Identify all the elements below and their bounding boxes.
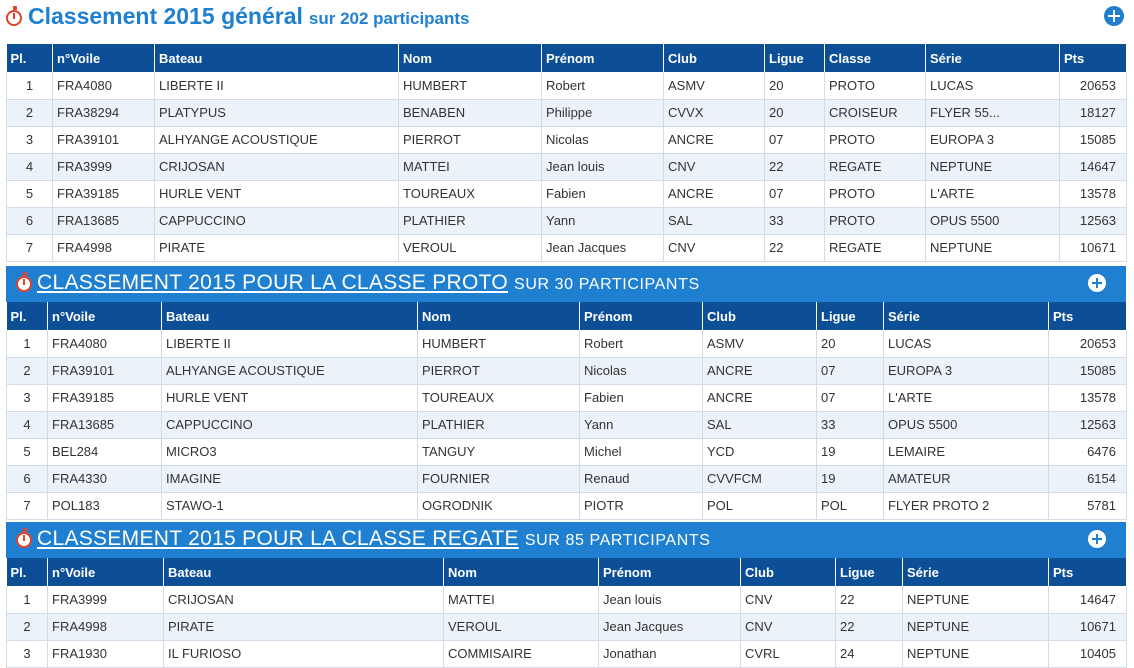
table-row[interactable] (7, 234, 1127, 261)
cell-sail-number: FRA1930 (48, 640, 164, 667)
cell-club: POL (703, 492, 817, 519)
cell-boat: HURLE VENT (155, 180, 399, 207)
column-header-sail-number[interactable]: n°Voile (48, 302, 162, 330)
cell-club: CVRL (741, 640, 836, 667)
cell-series: EUROPA 3 (884, 357, 1049, 384)
column-header-class[interactable]: Classe (825, 44, 926, 72)
cell-points: 6154 (1049, 465, 1127, 492)
cell-club: CVVX (664, 99, 765, 126)
cell-last-name: MATTEI (444, 586, 599, 613)
column-header-club[interactable]: Club (664, 44, 765, 72)
expand-plus-icon[interactable] (1088, 274, 1106, 292)
cell-league: 22 (836, 586, 903, 613)
cell-sail-number: FRA3999 (53, 153, 155, 180)
cell-league: 24 (836, 640, 903, 667)
table-row[interactable] (7, 153, 1127, 180)
cell-last-name: COMMISAIRE (444, 640, 599, 667)
table-row[interactable] (7, 180, 1127, 207)
cell-club: CNV (664, 153, 765, 180)
column-header-points[interactable]: Pts (1049, 558, 1127, 586)
column-header-first-name[interactable]: Prénom (599, 558, 741, 586)
cell-club: SAL (664, 207, 765, 234)
cell-first-name: Nicolas (542, 126, 664, 153)
cell-first-name: Jean Jacques (542, 234, 664, 261)
cell-first-name: Jonathan (599, 640, 741, 667)
column-header-points[interactable]: Pts (1049, 302, 1127, 330)
ranking-title-text[interactable]: CLASSEMENT 2015 POUR LA CLASSE REGATE (37, 527, 519, 550)
cell-league: 07 (765, 126, 825, 153)
table-header-row (7, 44, 1127, 72)
cell-sail-number: BEL284 (48, 438, 162, 465)
cell-last-name: BENABEN (399, 99, 542, 126)
cell-points: 20653 (1049, 330, 1127, 357)
cell-rank: 7 (7, 234, 53, 261)
cell-first-name: Philippe (542, 99, 664, 126)
table-row[interactable] (7, 384, 1127, 411)
cell-first-name: Yann (542, 207, 664, 234)
cell-first-name: Jean Jacques (599, 613, 741, 640)
cell-sail-number: FRA4080 (53, 72, 155, 99)
table-row[interactable] (7, 411, 1127, 438)
cell-first-name: Nicolas (580, 357, 703, 384)
cell-points: 13578 (1049, 384, 1127, 411)
ranking-table-container[interactable] (6, 558, 1126, 666)
cell-sail-number: FRA13685 (48, 411, 162, 438)
ranking-table-container[interactable] (6, 44, 1126, 255)
cell-boat: IMAGINE (162, 465, 418, 492)
cell-boat: MICRO3 (162, 438, 418, 465)
cell-first-name: Yann (580, 411, 703, 438)
cell-last-name: PLATHIER (418, 411, 580, 438)
cell-class: REGATE (825, 153, 926, 180)
cell-boat: ALHYANGE ACOUSTIQUE (162, 357, 418, 384)
cell-league: 33 (765, 207, 825, 234)
cell-rank: 5 (7, 180, 53, 207)
cell-rank: 3 (7, 384, 48, 411)
cell-points: 18127 (1060, 99, 1127, 126)
cell-points: 20653 (1060, 72, 1127, 99)
cell-last-name: HUMBERT (418, 330, 580, 357)
cell-class: PROTO (825, 207, 926, 234)
ranking-title[interactable] (37, 271, 700, 295)
ranking-table (6, 44, 1127, 262)
cell-points: 10405 (1049, 640, 1127, 667)
ranking-regate-section (6, 522, 1126, 666)
column-header-league[interactable]: Ligue (836, 558, 903, 586)
cell-boat: CRIJOSAN (164, 586, 444, 613)
cell-class: PROTO (825, 72, 926, 99)
cell-boat: LIBERTE II (162, 330, 418, 357)
cell-club: SAL (703, 411, 817, 438)
cell-boat: LIBERTE II (155, 72, 399, 99)
column-header-club[interactable]: Club (741, 558, 836, 586)
cell-points: 6476 (1049, 438, 1127, 465)
cell-sail-number: FRA4998 (48, 613, 164, 640)
table-row[interactable] (7, 126, 1127, 153)
cell-boat: IL FURIOSO (164, 640, 444, 667)
cell-league: 07 (817, 384, 884, 411)
ranking-title-text[interactable]: Classement 2015 général (28, 3, 303, 29)
cell-first-name: Michel (580, 438, 703, 465)
cell-club: CVVFCM (703, 465, 817, 492)
cell-first-name: Fabien (580, 384, 703, 411)
ranking-regate-header (6, 522, 1126, 558)
cell-first-name: Fabien (542, 180, 664, 207)
participants-count: SUR 85 PARTICIPANTS (524, 532, 711, 549)
cell-class: REGATE (825, 234, 926, 261)
table-row[interactable] (7, 207, 1127, 234)
cell-league: 19 (817, 465, 884, 492)
cell-sail-number: FRA39101 (53, 126, 155, 153)
column-header-rank[interactable]: Pl. (7, 302, 48, 330)
cell-league: 07 (765, 180, 825, 207)
cell-club: ANCRE (664, 180, 765, 207)
cell-club: ASMV (703, 330, 817, 357)
cell-series: NEPTUNE (903, 586, 1049, 613)
cell-rank: 2 (7, 357, 48, 384)
cell-series: AMATEUR (884, 465, 1049, 492)
cell-series: LUCAS (926, 72, 1060, 99)
cell-last-name: VEROUL (399, 234, 542, 261)
cell-series: NEPTUNE (903, 613, 1049, 640)
cell-series: LEMAIRE (884, 438, 1049, 465)
cell-last-name: HUMBERT (399, 72, 542, 99)
column-header-last-name[interactable]: Nom (418, 302, 580, 330)
cell-sail-number: FRA39101 (48, 357, 162, 384)
cell-points: 14647 (1060, 153, 1127, 180)
cell-rank: 1 (7, 330, 48, 357)
cell-sail-number: FRA39185 (53, 180, 155, 207)
cell-series: L'ARTE (884, 384, 1049, 411)
cell-rank: 4 (7, 411, 48, 438)
cell-club: ANCRE (703, 357, 817, 384)
cell-sail-number: FRA13685 (53, 207, 155, 234)
cell-last-name: MATTEI (399, 153, 542, 180)
ranking-proto-section (6, 266, 1126, 513)
table-row[interactable] (7, 613, 1127, 640)
cell-class: CROISEUR (825, 99, 926, 126)
cell-points: 12563 (1060, 207, 1127, 234)
cell-points: 10671 (1060, 234, 1127, 261)
ranking-general-header (6, 0, 1126, 44)
cell-sail-number: FRA4998 (53, 234, 155, 261)
column-header-first-name[interactable]: Prénom (542, 44, 664, 72)
column-header-first-name[interactable]: Prénom (580, 302, 703, 330)
cell-boat: HURLE VENT (162, 384, 418, 411)
column-header-points[interactable]: Pts (1060, 44, 1127, 72)
expand-plus-icon[interactable] (1088, 530, 1106, 548)
cell-first-name: Robert (542, 72, 664, 99)
cell-boat: STAWO-1 (162, 492, 418, 519)
column-header-series[interactable]: Série (884, 302, 1049, 330)
cell-boat: PLATYPUS (155, 99, 399, 126)
ranking-title[interactable] (37, 527, 711, 551)
cell-boat: CAPPUCCINO (162, 411, 418, 438)
ranking-title[interactable] (28, 3, 470, 30)
cell-last-name: PIERROT (418, 357, 580, 384)
cell-points: 15085 (1049, 357, 1127, 384)
cell-rank: 1 (7, 72, 53, 99)
ranking-table (6, 302, 1127, 520)
cell-points: 15085 (1060, 126, 1127, 153)
column-header-rank[interactable]: Pl. (7, 558, 48, 586)
ranking-table-container[interactable] (6, 302, 1126, 513)
cell-rank: 1 (7, 586, 48, 613)
column-header-series[interactable]: Série (926, 44, 1060, 72)
cell-boat: CAPPUCCINO (155, 207, 399, 234)
cell-league: 20 (817, 330, 884, 357)
cell-last-name: TOUREAUX (399, 180, 542, 207)
cell-series: NEPTUNE (926, 153, 1060, 180)
cell-series: L'ARTE (926, 180, 1060, 207)
column-header-rank[interactable]: Pl. (7, 44, 53, 72)
ranking-title-text[interactable]: CLASSEMENT 2015 POUR LA CLASSE PROTO (37, 271, 509, 294)
cell-league: 20 (765, 72, 825, 99)
table-row[interactable] (7, 640, 1127, 667)
table-header-row (7, 302, 1127, 330)
cell-rank: 7 (7, 492, 48, 519)
cell-last-name: PLATHIER (399, 207, 542, 234)
cell-series: NEPTUNE (903, 640, 1049, 667)
cell-club: ASMV (664, 72, 765, 99)
participants-count: sur 202 participants (308, 9, 470, 28)
column-header-last-name[interactable]: Nom (399, 44, 542, 72)
cell-sail-number: FRA38294 (53, 99, 155, 126)
column-header-series[interactable]: Série (903, 558, 1049, 586)
ranking-general-section (6, 0, 1126, 255)
cell-league: POL (817, 492, 884, 519)
cell-series: OPUS 5500 (926, 207, 1060, 234)
table-row[interactable] (7, 330, 1127, 357)
table-row[interactable] (7, 357, 1127, 384)
cell-league: 22 (765, 153, 825, 180)
cell-club: CNV (664, 234, 765, 261)
table-row[interactable] (7, 586, 1127, 613)
participants-count: SUR 30 PARTICIPANTS (514, 276, 700, 293)
cell-series: OPUS 5500 (884, 411, 1049, 438)
cell-boat: PIRATE (155, 234, 399, 261)
cell-league: 20 (765, 99, 825, 126)
expand-plus-icon[interactable] (1104, 6, 1124, 26)
table-row[interactable] (7, 465, 1127, 492)
column-header-boat[interactable]: Bateau (164, 558, 444, 586)
cell-points: 10671 (1049, 613, 1127, 640)
cell-points: 13578 (1060, 180, 1127, 207)
cell-sail-number: FRA3999 (48, 586, 164, 613)
cell-class: PROTO (825, 180, 926, 207)
cell-points: 14647 (1049, 586, 1127, 613)
cell-series: LUCAS (884, 330, 1049, 357)
cell-rank: 2 (7, 99, 53, 126)
cell-last-name: PIERROT (399, 126, 542, 153)
column-header-sail-number[interactable]: n°Voile (48, 558, 164, 586)
cell-league: 19 (817, 438, 884, 465)
cell-rank: 6 (7, 465, 48, 492)
cell-first-name: PIOTR (580, 492, 703, 519)
cell-class: PROTO (825, 126, 926, 153)
column-header-boat[interactable]: Bateau (162, 302, 418, 330)
cell-points: 5781 (1049, 492, 1127, 519)
column-header-sail-number[interactable]: n°Voile (53, 44, 155, 72)
cell-series: FLYER 55... (926, 99, 1060, 126)
cell-first-name: Robert (580, 330, 703, 357)
cell-first-name: Jean louis (599, 586, 741, 613)
cell-last-name: FOURNIER (418, 465, 580, 492)
cell-series: EUROPA 3 (926, 126, 1060, 153)
cell-sail-number: FRA39185 (48, 384, 162, 411)
column-header-last-name[interactable]: Nom (444, 558, 599, 586)
cell-boat: ALHYANGE ACOUSTIQUE (155, 126, 399, 153)
column-header-club[interactable]: Club (703, 302, 817, 330)
stopwatch-icon (6, 10, 22, 26)
cell-rank: 3 (7, 640, 48, 667)
table-row[interactable] (7, 72, 1127, 99)
cell-league: 07 (817, 357, 884, 384)
cell-league: 33 (817, 411, 884, 438)
cell-first-name: Jean louis (542, 153, 664, 180)
column-header-boat[interactable]: Bateau (155, 44, 399, 72)
cell-last-name: VEROUL (444, 613, 599, 640)
cell-rank: 6 (7, 207, 53, 234)
cell-club: YCD (703, 438, 817, 465)
table-row[interactable] (7, 99, 1127, 126)
cell-last-name: OGRODNIK (418, 492, 580, 519)
cell-club: ANCRE (703, 384, 817, 411)
cell-club: ANCRE (664, 126, 765, 153)
cell-club: CNV (741, 586, 836, 613)
cell-rank: 3 (7, 126, 53, 153)
cell-sail-number: FRA4330 (48, 465, 162, 492)
ranking-proto-header (6, 266, 1126, 302)
cell-league: 22 (765, 234, 825, 261)
cell-league: 22 (836, 613, 903, 640)
stopwatch-icon (16, 276, 32, 292)
cell-sail-number: FRA4080 (48, 330, 162, 357)
cell-series: NEPTUNE (926, 234, 1060, 261)
cell-rank: 5 (7, 438, 48, 465)
cell-points: 12563 (1049, 411, 1127, 438)
cell-rank: 4 (7, 153, 53, 180)
table-row[interactable] (7, 492, 1127, 519)
cell-last-name: TANGUY (418, 438, 580, 465)
cell-series: FLYER PROTO 2 (884, 492, 1049, 519)
cell-boat: PIRATE (164, 613, 444, 640)
cell-club: CNV (741, 613, 836, 640)
cell-boat: CRIJOSAN (155, 153, 399, 180)
column-header-league[interactable]: Ligue (765, 44, 825, 72)
cell-first-name: Renaud (580, 465, 703, 492)
cell-sail-number: POL183 (48, 492, 162, 519)
column-header-league[interactable]: Ligue (817, 302, 884, 330)
table-header-row (7, 558, 1127, 586)
ranking-table (6, 558, 1127, 668)
cell-rank: 2 (7, 613, 48, 640)
cell-last-name: TOUREAUX (418, 384, 580, 411)
stopwatch-icon (16, 532, 32, 548)
table-row[interactable] (7, 438, 1127, 465)
